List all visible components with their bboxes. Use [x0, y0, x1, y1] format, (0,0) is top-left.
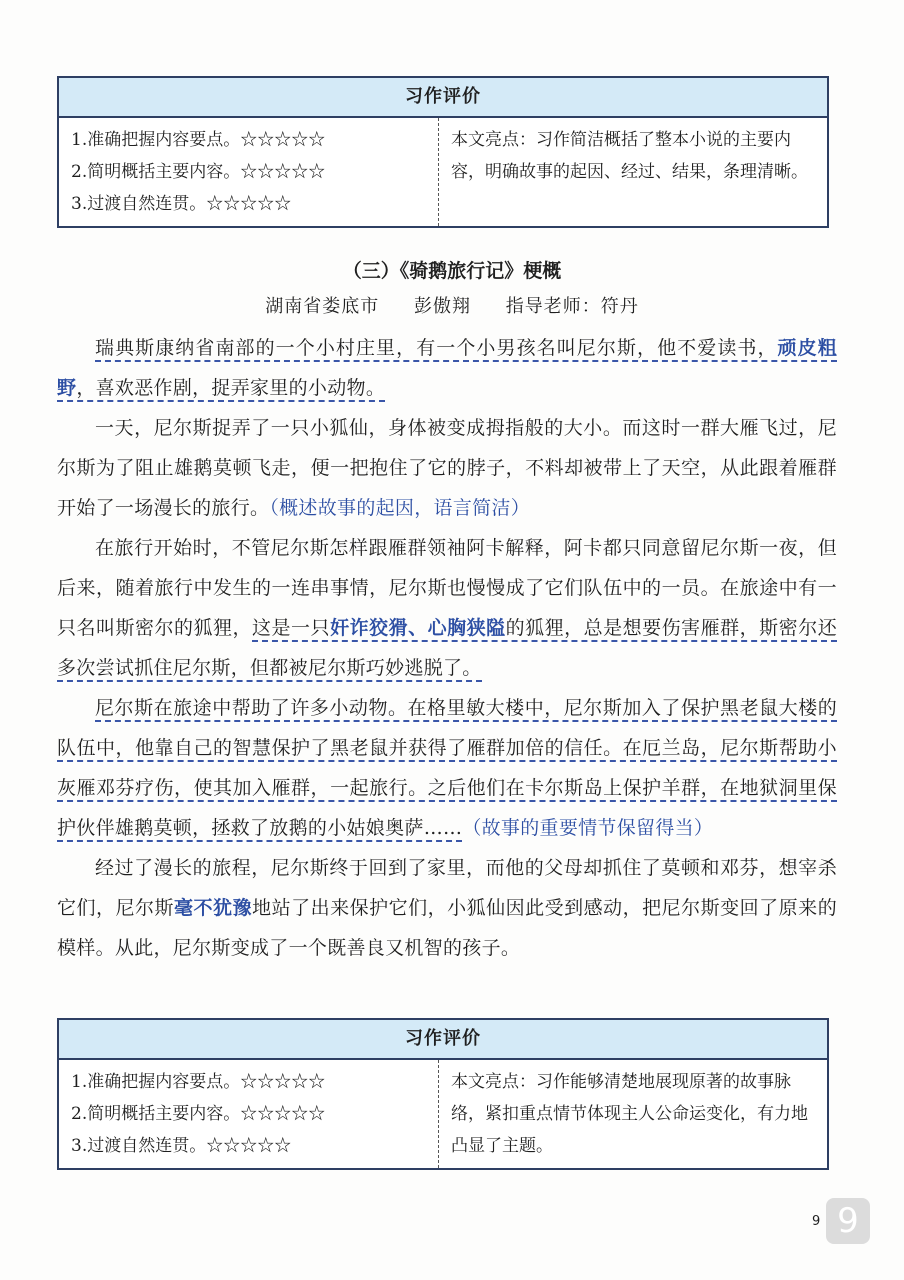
- evaluation-header: 习作评价: [59, 1020, 827, 1060]
- highlight-comment: 本文亮点：习作简洁概括了整本小说的主要内容，明确故事的起因、经过、结果，条理清晰。: [451, 130, 808, 182]
- paragraph-4: 尼尔斯在旅途中帮助了许多小动物。在格里敏大楼中，尼尔斯加入了保护黑老鼠大楼的队伍中，他靠自己的智慧保护了黑老鼠并获得了雁群加倍的信任。在厄兰岛，尼尔斯帮助小灰雁邓芬疗伤，使其加入雁群，一起旅行。之后他们在卡尔斯岛上保护羊群，在地狱洞里保护伙伴雄鹅莫顿，拯救了放鹅的小姑娘奥萨……（故事的重要情节保留得当）: [57, 688, 837, 848]
- evaluation-box-2: [57, 1018, 829, 1170]
- highlight-word: 奸诈狡猾、心胸狭隘: [330, 617, 506, 639]
- criterion-3: 3.过渡自然连贯。☆☆☆☆☆: [71, 1136, 292, 1156]
- highlight-comment: 本文亮点：习作能够清楚地展现原著的故事脉络，紧扣重点情节体现主人公命运变化，有力地凸显了主题。: [451, 1072, 808, 1156]
- criterion-2: 2.简明概括主要内容。☆☆☆☆☆: [71, 1104, 326, 1124]
- criterion-2: 2.简明概括主要内容。☆☆☆☆☆: [71, 162, 326, 182]
- page-number-badge: 9: [826, 1198, 870, 1244]
- highlight-word: 顽皮粗野: [57, 337, 837, 399]
- criterion-1: 1.准确把握内容要点。☆☆☆☆☆: [71, 1072, 326, 1092]
- criterion-3: 3.过渡自然连贯。☆☆☆☆☆: [71, 194, 292, 214]
- criteria-list: [59, 1060, 439, 1168]
- teacher-name: 指导老师：符丹: [505, 296, 639, 317]
- article-title: （三）《骑鹅旅行记》梗概: [342, 260, 562, 282]
- annotation-note: （概述故事的起因，语言简洁）: [269, 497, 531, 519]
- criterion-1: 1.准确把握内容要点。☆☆☆☆☆: [71, 130, 326, 150]
- article-body: [57, 328, 837, 968]
- page-number-small: 9: [812, 1214, 821, 1229]
- paragraph-1: 瑞典斯康纳省南部的一个小村庄里，有一个小男孩名叫尼尔斯，他不爱读书，顽皮粗野，喜欢恶作剧，捉弄家里的小动物。: [57, 328, 837, 408]
- paragraph-5: 经过了漫长的旅程，尼尔斯终于回到了家里，而他的父母却抓住了莫顿和邓芬，想宰杀它们，尼尔斯毫不犹豫地站了出来保护它们，小狐仙因此受到感动，把尼尔斯变回了原来的模样。从此，尼尔斯变成了一个既善良又机智的孩子。: [57, 857, 837, 959]
- highlight-word: 毫不犹豫: [174, 897, 253, 919]
- author-name: 彭傲翔: [414, 296, 471, 317]
- criteria-list: [59, 118, 439, 226]
- paragraph-3: 在旅行开始时，不管尼尔斯怎样跟雁群领袖阿卡解释，阿卡都只同意留尼尔斯一夜，但后来，随着旅行中发生的一连串事情，尼尔斯也慢慢成了它们队伍中的一员。在旅途中有一只名叫斯密尔的狐狸，这是一只奸诈狡猾、心胸狭隘的狐狸，总是想要伤害雁群，斯密尔还多次尝试抓住尼尔斯，但都被尼尔斯巧妙逃脱了。: [57, 528, 837, 688]
- evaluation-header: 习作评价: [59, 78, 827, 118]
- evaluation-box-1: [57, 76, 829, 228]
- paragraph-2: 一天，尼尔斯捉弄了一只小狐仙，身体被变成拇指般的大小。而这时一群大雁飞过，尼尔斯为了阻止雄鹅莫顿飞走，便一把抱住了它的脖子，不料却被带上了天空，从此跟着雁群开始了一场漫长的旅行。（概述故事的起因，语言简洁）: [57, 417, 837, 519]
- byline: [0, 292, 904, 318]
- annotation-note: （故事的重要情节保留得当）: [462, 817, 714, 839]
- author-location: 湖南省娄底市: [265, 296, 380, 317]
